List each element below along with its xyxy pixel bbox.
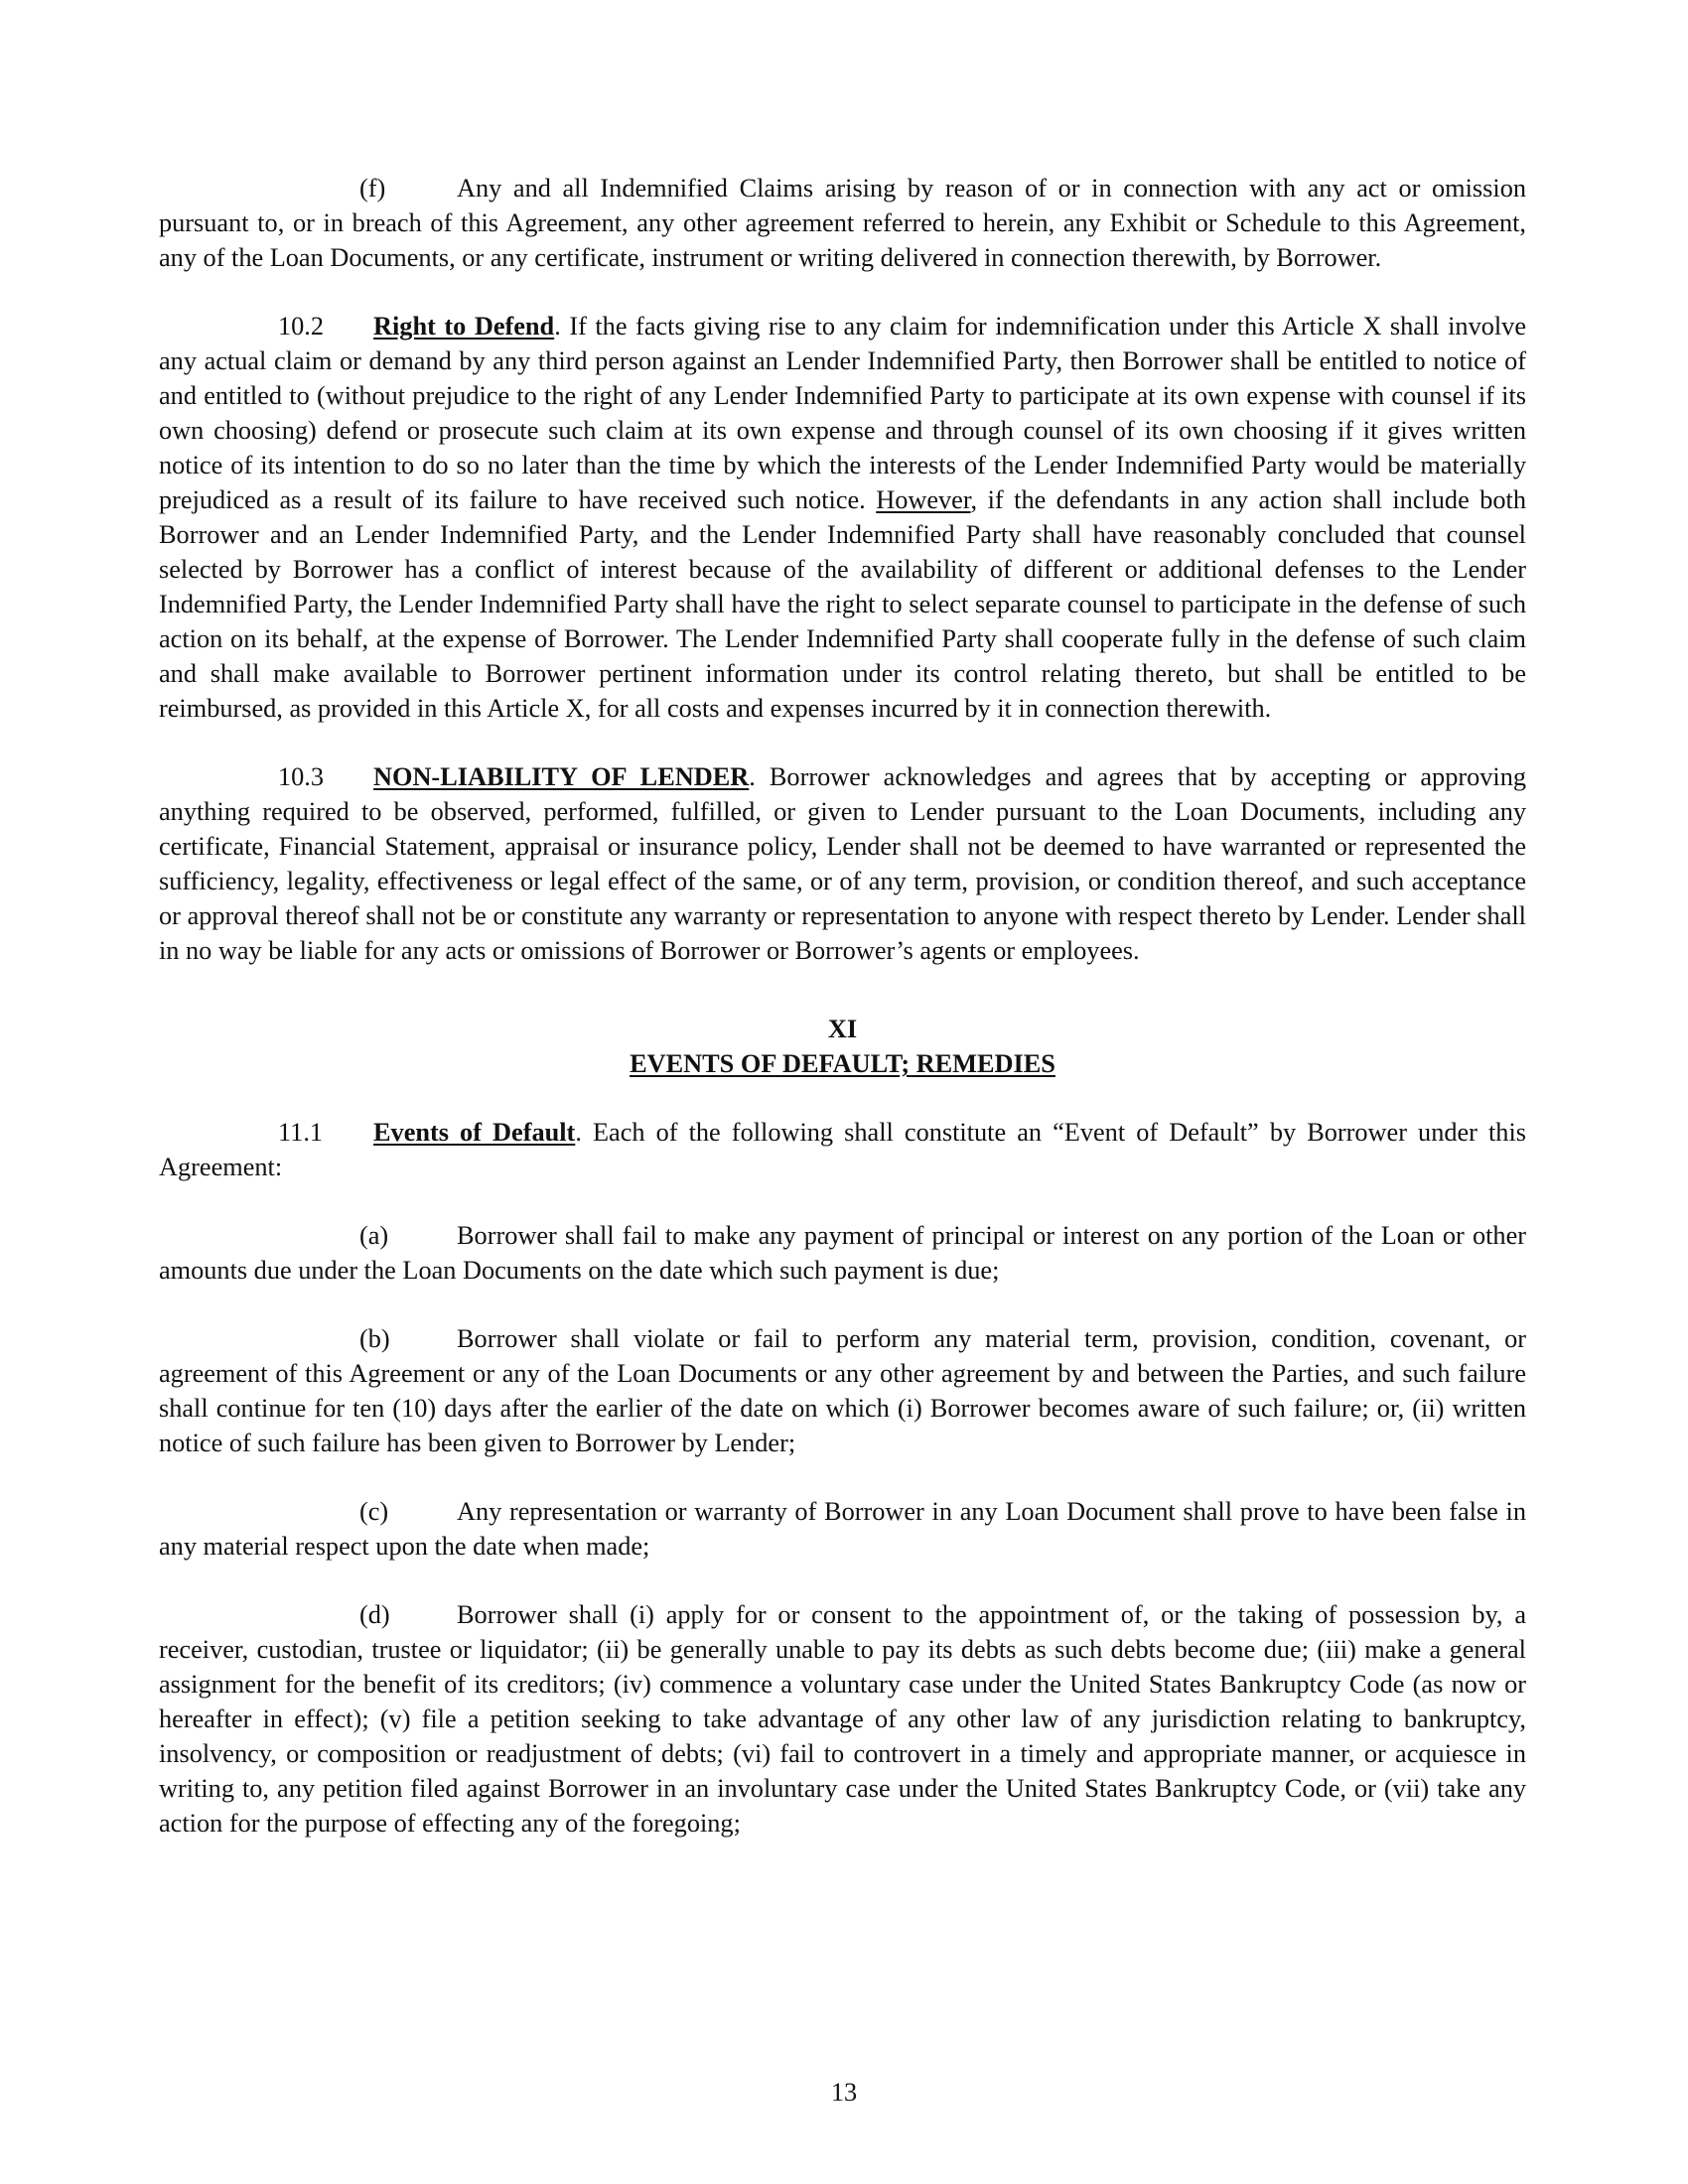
paragraph-text: Any and all Indemnified Claims arising by reason of or in connection with any act or omission pursuant to, or in breach of this Agreement, any other agreement referred to herein, any Exhibit or Schedule to this Agreement, any of the Loan Documents, or any certificate, instrument or writing delivered in connection therewith, by Borrower. xyxy=(159,174,1526,272)
paragraph-f xyxy=(159,171,1526,275)
section-10-2 xyxy=(159,309,1526,726)
paragraph-d xyxy=(159,1597,1526,1841)
paragraph-text: Any representation or warranty of Borrower in any Loan Document shall prove to have been false in any material respect upon the date when made; xyxy=(159,1497,1526,1561)
paragraph-c xyxy=(159,1494,1526,1564)
paragraph-text: Borrower shall violate or fail to perform any material term, provision, condition, covenant, or agreement of this Agreement or any of the Loan Documents or any other agreement by and between the Parties, and such failure shall continue for ten (10) days after the earlier of the date on which (i) Borrower becomes aware of such failure; or, (ii) written notice of such failure has been given to Borrower by Lender; xyxy=(159,1324,1526,1457)
article-title: EVENTS OF DEFAULT; REMEDIES xyxy=(630,1049,1055,1078)
section-title-punct: . xyxy=(554,312,561,341)
section-title-punct: . xyxy=(749,762,756,791)
paragraph-label: (c) xyxy=(359,1497,389,1526)
section-text: Each of the following shall constitute an “Event of Default” by Borrower under this Agreement: xyxy=(159,1118,1526,1181)
section-number: 11.1 xyxy=(278,1118,324,1147)
document-page xyxy=(159,171,1526,1874)
however-emphasis: However xyxy=(876,485,971,514)
page-number: 13 xyxy=(830,2078,858,2107)
article-heading xyxy=(159,1012,1526,1081)
section-title: Events of Default xyxy=(373,1118,576,1147)
section-number: 10.2 xyxy=(278,312,325,341)
paragraph-label: (d) xyxy=(359,1600,390,1629)
section-number: 10.3 xyxy=(278,762,325,791)
paragraph-label: (f) xyxy=(359,174,386,203)
paragraph-text: Borrower shall (i) apply for or consent to the appointment of, or the taking of possession by, a receiver, custodian, trustee or liquidator; (ii) be generally unable to pay its debts as such debts become due; (iii) make a general assignment for the benefit of its creditors; (iv) commence a voluntary case under the United States Bankruptcy Code (as now or hereafter in effect); (v) file a petition seeking to take advantage of any other law of any jurisdiction relating to bankruptcy, insolvency, or composition or readjustment of debts; (vi) fail to controvert in a timely and appropriate manner, or acquiesce in writing to, any petition filed against Borrower in an involuntary case under the United States Bankruptcy Code, or (vii) take any action for the purpose of effecting any of the foregoing; xyxy=(159,1600,1526,1838)
section-text-continued: , if the defendants in any action shall include both Borrower and an Lender Indemnified Party, and the Lender Indemnified Party shall have reasonably concluded that counsel selected by Borrower has a conflict of interest because of the availability of different or additional defenses to the Lender Indemnified Party, the Lender Indemnified Party shall have the right to select separate counsel to participate in the defense of such action on its behalf, at the expense of Borrower. The Lender Indemnified Party shall cooperate fully in the defense of such claim and shall make available to Borrower pertinent information under its control relating thereto, but shall be entitled to be reimbursed, as provided in this Article X, for all costs and expenses incurred by it in connection therewith. xyxy=(159,485,1526,723)
section-text: If the facts giving rise to any claim for indemnification under this Article X shall involve any actual claim or demand by any third person against an Lender Indemnified Party, then Borrower shall be entitled to notice of and entitled to (without prejudice to the right of any Lender Indemnified Party to participate at its own expense with counsel if its own choosing) defend or prosecute such claim at its own expense and through counsel of its own choosing if it gives written notice of its intention to do so no later than the time by which the interests of the Lender Indemnified Party would be materially prejudiced as a result of its failure to have received such notice. xyxy=(159,312,1526,514)
paragraph-label: (b) xyxy=(359,1324,390,1353)
section-title: Right to Defend xyxy=(373,312,555,341)
section-text: Borrower acknowledges and agrees that by accepting or approving anything required to be observed, performed, fulfilled, or given to Lender pursuant to the Loan Documents, including any certificate, Financial Statement, appraisal or insurance policy, Lender shall not be deemed to have warranted or represented the sufficiency, legality, effectiveness or legal effect of the same, or of any term, provision, or condition thereof, and such acceptance or approval thereof shall not be or constitute any warranty or representation to anyone with respect thereto by Lender. Lender shall in no way be liable for any acts or omissions of Borrower or Borrower’s agents or employees. xyxy=(159,762,1527,965)
section-11-1 xyxy=(159,1115,1526,1184)
paragraph-b xyxy=(159,1321,1526,1460)
section-title: NON-LIABILITY OF LENDER xyxy=(373,762,750,791)
section-title-punct: . xyxy=(575,1118,582,1147)
paragraph-text: Borrower shall fail to make any payment of principal or interest on any portion of the Loan or other amounts due under the Loan Documents on the date which such payment is due; xyxy=(159,1221,1526,1285)
paragraph-a xyxy=(159,1218,1526,1288)
article-number: XI xyxy=(827,1015,858,1043)
paragraph-label: (a) xyxy=(359,1221,389,1250)
section-10-3 xyxy=(159,759,1526,968)
